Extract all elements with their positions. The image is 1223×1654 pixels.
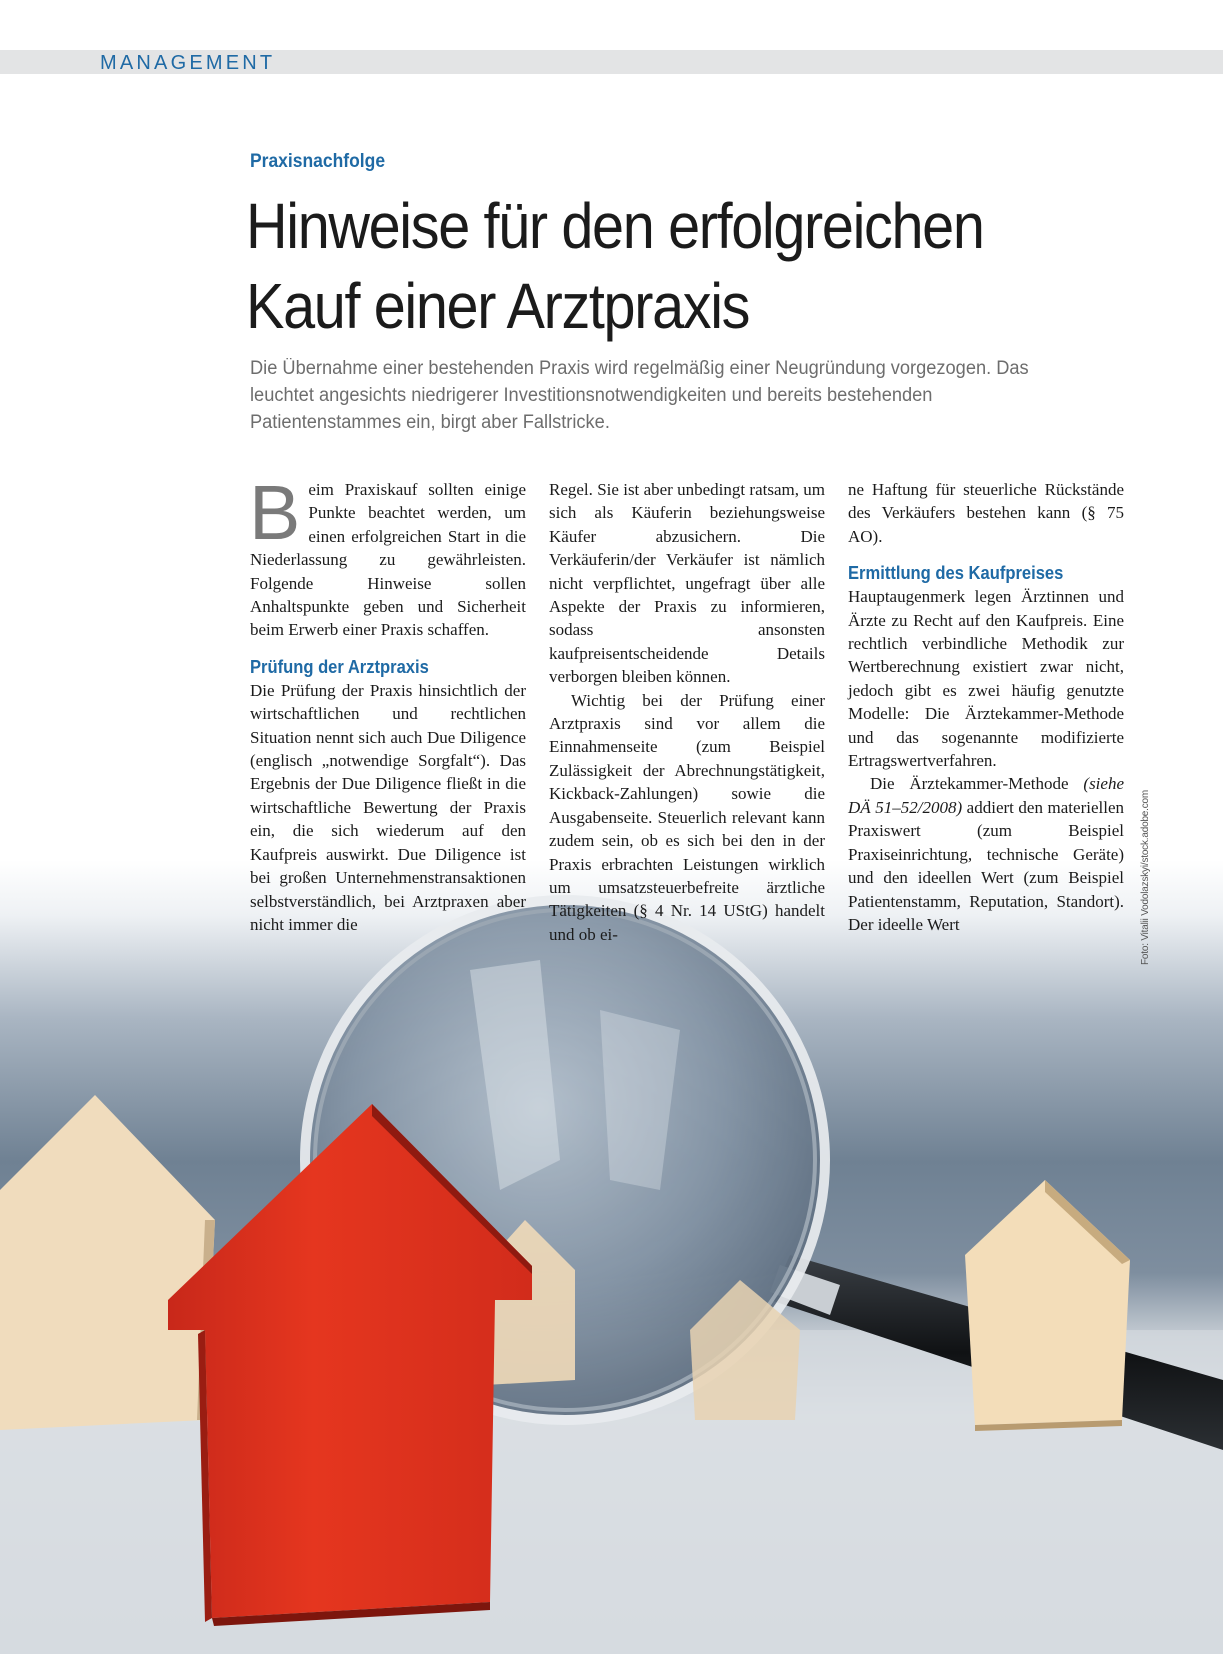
body-paragraph: Die Prüfung der Praxis hinsichtlich der wirtschaftlichen und rechtlichen Situation nennt sich auch Due Diligence (englisch „notwendige Sorgfalt“). Das Ergebnis der Due Diligence fließt in die wirtschaftliche Bewertung der Praxis ein, die sich wiederum auf den Kaufpreis auswirkt. Due Diligence ist bei großen Unternehmenstransaktionen selbstverständlich, bei Arztpraxen aber nicht immer die (250, 680, 526, 934)
body-paragraph: Regel. Sie ist aber unbedingt ratsam, um sich als Käuferin beziehungsweise Käufer abzusichern. Die Verkäuferin/der Verkäufer ist nämlich nicht verpflichtet, ungefragt über alle Aspekte der Praxis zu informieren, sodass ansonsten kaufpreisentscheidende Details verborgen bleiben können. (549, 480, 825, 687)
body-paragraph: Wichtig bei der Prüfung einer Arztpraxis sind vor allem die Einnahmenseite (zum Beispiel Zulässigkeit der Abrechnungstätigkeit, Kickback-Zahlungen) sowie die Ausgabenseite. Steuerlich relevant kann zudem sein, ob es sich bei den in der Praxis erbrachten Leistungen wirklich um umsatzsteuerbefreite ärztliche Tätigkeiten (§ 4 Nr. 14 UStG) handelt und ob ei- (549, 690, 825, 944)
headline-line-1: Hinweise für den erfolgreichen (246, 190, 984, 262)
article-lead: Die Übernahme einer bestehenden Praxis wird regelmäßig einer Neugründung vorgezogen. Das leuchtet angesichts niedrigerer Investitionsnotwendigkeiten und bereits bestehenden Patientenstammes ein, birgt aber Fallstricke. (250, 358, 1029, 433)
intro-paragraph (249, 470, 526, 642)
drop-cap: B (249, 470, 301, 556)
article-kicker: Praxisnachfolge (250, 151, 386, 172)
subheading-pruefung: Prüfung der Arztpraxis (250, 656, 429, 677)
body-paragraph (848, 772, 1124, 936)
body-paragraph: Hauptaugenmerk legen Ärztinnen und Ärzte zu Recht auf den Kaufpreis. Eine rechtlich verbindliche Methodik zur Wertberechnung existiert zwar nicht, jedoch gibt es zwei häufig genutzte Modelle: Die Ärztekammer-Methode und das sogenannte modifizierte Ertragswertverfahren. (848, 587, 1124, 771)
text-run: Die Ärztekammer-Methode (870, 774, 1084, 794)
subheading-kaufpreis: Ermittlung des Kaufpreises (848, 563, 1064, 584)
body-paragraph: ne Haftung für steuerliche Rückstände des Verkäufers bestehen kann (§ 75 AO). (848, 480, 1124, 546)
headline-line-2: Kauf einer Arztpraxis (246, 270, 750, 342)
article-photo (0, 860, 1223, 1654)
intro-text: eim Praxiskauf sollten einige Punkte beachtet werden, um einen erfolgreichen Start in die Niederlassung zu gewährleisten. Folgende Hinweise sollen Anhaltspunkte geben und Sicherheit beim Erwerb einer Praxis schaffen. (250, 480, 526, 640)
article-column-3 (848, 478, 1124, 936)
article-headline (246, 186, 1056, 346)
text-run: addiert den materiellen Praxiswert (zum Beispiel Praxiseinrichtung, technische Geräte) und den ideellen Wert (zum Beispiel Patientenstamm, Reputation, Standort). Der ideelle Wert (848, 797, 1124, 934)
photo-credit: Foto: Vitalii Vodolazskyi/stock.adobe.com (1140, 789, 1151, 965)
article-column-1 (249, 470, 526, 936)
reference: (siehe DÄ 51–52/2008) (848, 774, 1124, 817)
article-column-2 (549, 478, 825, 946)
section-label: MANAGEMENT (100, 52, 276, 74)
